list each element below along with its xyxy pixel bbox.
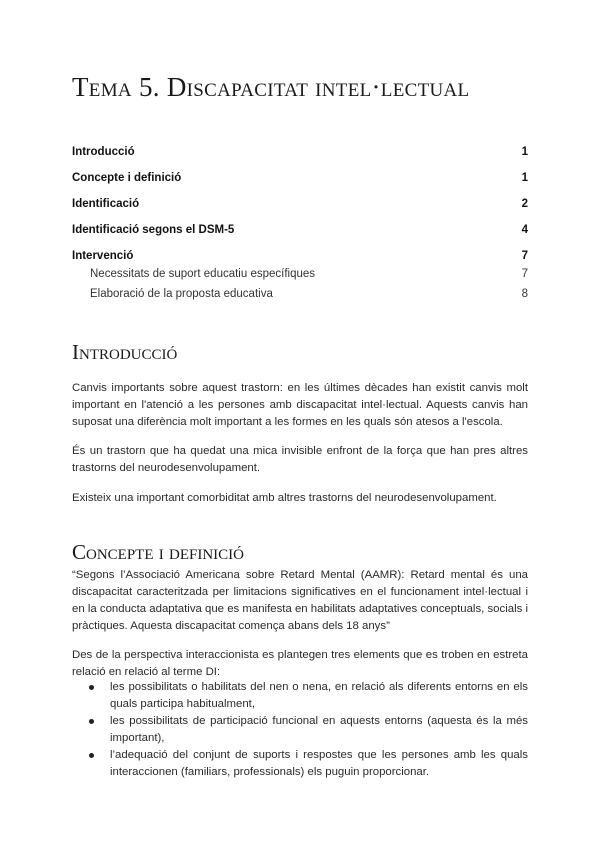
list-item	[72, 747, 528, 781]
toc-entry-label: Elaboració de la proposta educativa	[90, 288, 273, 300]
bullet-icon	[89, 719, 94, 724]
toc-entry-label: Identificació	[72, 198, 140, 210]
section-heading-concepte: Concepte i definició	[72, 540, 244, 564]
toc-entry-page: 7	[521, 250, 528, 262]
list-item-text: les possibilitats o habilitats del nen o nena, en relació als diferents entorns en els quals participa habitualment,	[110, 681, 528, 710]
bullet-list	[72, 679, 528, 781]
toc-entry-page: 2	[521, 198, 528, 210]
toc-entry-concepte[interactable]	[72, 168, 528, 188]
toc-entry-label: Concepte i definició	[72, 172, 182, 184]
paragraph: És un trastorn que ha quedat una mica invisible enfront de la força que han pres altres trastorns del neurodesenvolupament.	[72, 445, 528, 474]
toc-entry-label: Intervenció	[72, 250, 134, 262]
toc-subentry-elaboracio[interactable]	[72, 284, 528, 304]
definition-quote: “Segons l’Associació Americana sobre Retard Mental (AAMR): Retard mental és una discapacitat caracteritzada per limitacions significatives en el funcionament intel·lectual i en la conducta adaptativa que es manifesta en habilitats adaptatives conceptuals, socials i pràctiques. Aquesta discapacitat comença abans dels 18 anys”	[72, 569, 528, 632]
toc-entry-label: Necessitats de suport educatiu específiques	[90, 268, 316, 280]
paragraph: Canvis importants sobre aquest trastorn: en les últimes dècades han existit canvis molt important en l'atenció a les persones amb discapacitat intel·lectual. Aquests canvis han suposat una diferència molt important a les formes en les quals són atesos a l'escola.	[72, 382, 528, 428]
toc-entry-label: Identificació segons el DSM-5	[72, 224, 235, 236]
bullet-icon	[89, 685, 94, 690]
list-item	[72, 679, 528, 713]
bullet-icon	[89, 753, 94, 758]
list-item-text: les possibilitats de participació funcional en aquests entorns (aquesta és la més important),	[110, 715, 528, 744]
list-item-text: l’adequació del conjunt de suports i respostes que les persones amb les quals interaccionen (familiars, professionals) els puguin proporcionar.	[110, 749, 528, 778]
document-title: Tema 5. Discapacitat intel·lectual	[72, 72, 470, 102]
toc-entry-page: 7	[521, 268, 528, 280]
toc-entry-page: 1	[521, 146, 528, 158]
toc-entry-dsm5[interactable]	[72, 220, 528, 240]
toc-subentry-necessitats[interactable]	[72, 264, 528, 284]
paragraph: Existeix una important comorbiditat amb altres trastorns del neurodesenvolupament.	[72, 492, 497, 504]
toc-entry-page: 1	[521, 172, 528, 184]
toc-entry-introduccio[interactable]	[72, 142, 528, 162]
section-heading-introduccio: Introducció	[72, 340, 178, 364]
toc-entry-page: 4	[521, 224, 528, 236]
toc-entry-label: Introducció	[72, 146, 135, 158]
paragraph: Des de la perspectiva interaccionista es plantegen tres elements que es troben en estreta relació en relació al terme DI:	[72, 649, 528, 678]
list-item	[72, 713, 528, 747]
toc-entry-intervencio[interactable]	[72, 246, 528, 266]
toc-entry-page: 8	[521, 288, 528, 300]
toc-entry-identificacio[interactable]	[72, 194, 528, 214]
